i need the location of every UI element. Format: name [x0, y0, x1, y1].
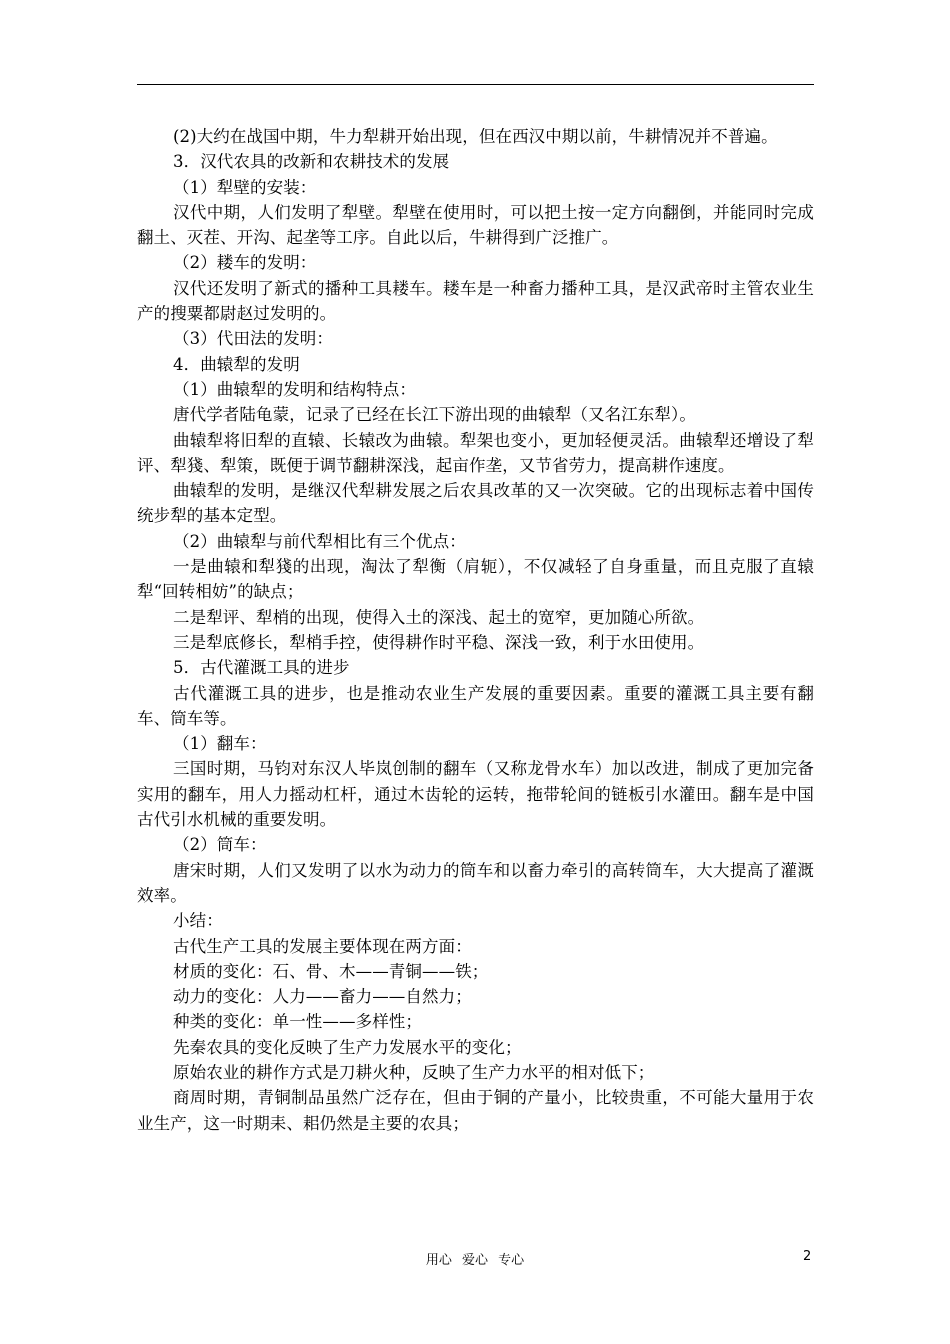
subsection-heading: （2）曲辕犁与前代犁相比有三个优点：: [173, 531, 466, 551]
paragraph: (2)大约在战国中期，牛力犁耕开始出现，但在西汉中期以前，牛耕情况并不普遍。: [173, 127, 778, 146]
footer-slogan: 用心 爱心 专心: [425, 1253, 525, 1268]
subsection-heading: （1）曲辕犁的发明和结构特点：: [173, 379, 416, 399]
section-heading: 3．汉代农具的改新和农耕技术的发展: [173, 152, 450, 172]
header-rule: [137, 84, 814, 85]
paragraph: 唐代学者陆龟蒙，记录了已经在长江下游出现的曲辕犁（又名江东犁）。: [173, 405, 696, 425]
document-body: [137, 124, 814, 1136]
paragraph: 原始农业的耕作方式是刀耕火种，反映了生产力水平的相对低下；: [173, 1062, 655, 1082]
paragraph: 种类的变化：单一性——多样性；: [173, 1012, 422, 1032]
subsection-heading: （2）耧车的发明：: [173, 253, 317, 273]
paragraph: 动力的变化：人力——畜力——自然力；: [173, 987, 472, 1007]
paragraph: 汉代还发明了新式的播种工具耧车。耧车是一种畜力播种工具，是汉武帝时主管农业生产的搜粟都尉赵过发明的。: [137, 278, 814, 324]
paragraph: 古代生产工具的发展主要体现在两方面：: [173, 936, 472, 956]
paragraph: 古代灌溉工具的进步，也是推动农业生产发展的重要因素。重要的灌溉工具主要有翻车、筒车等。: [137, 683, 814, 728]
paragraph: 曲辕犁将旧犁的直辕、长辕改为曲辕。犁架也变小，更加轻便灵活。曲辕犁还增设了犁评、犁㹽、犁策，既便于调节翻耕深浅，起亩作垄，又节省劳力，提高耕作速度。: [137, 430, 814, 475]
subsection-heading: （1）翻车：: [173, 734, 267, 754]
paragraph: 汉代中期，人们发明了犁壁。犁壁在使用时，可以把土按一定方向翻倒，并能同时完成翻土、灭茬、开沟、起垄等工序。自此以后，牛耕得到广泛推广。: [137, 202, 814, 248]
section-heading: 4．曲辕犁的发明: [173, 354, 300, 374]
paragraph: 材质的变化：石、骨、木——青铜——铁；: [173, 961, 489, 981]
paragraph: 三是犁底修长，犁梢手控，使得耕作时平稳、深浅一致，利于水田使用。: [173, 632, 705, 652]
section-heading: 5．古代灌溉工具的进步: [173, 658, 350, 678]
summary-heading: 小结：: [173, 911, 223, 931]
paragraph: 三国时期，马钧对东汉人毕岚创制的翻车（又称龙骨水车）加以改进，制成了更加完备实用的翻车，用人力摇动杠杆，通过木齿轮的运转，拖带轮间的链板引水灌田。翻车是中国古代引水机械的重要发明。: [137, 759, 814, 830]
paragraph: 一是曲辕和犁㹽的出现，淘汰了犁衡（肩轭），不仅减轻了自身重量，而且克服了直辕犁“回转相妨”的缺点；: [137, 557, 814, 602]
subsection-heading: （1）犁壁的安装：: [173, 177, 317, 197]
paragraph: 曲辕犁的发明，是继汉代犁耕发展之后农具改革的又一次突破。它的出现标志着中国传统步犁的基本定型。: [137, 481, 814, 526]
subsection-heading: （2）筒车：: [173, 835, 267, 855]
paragraph: 先秦农具的变化反映了生产力发展水平的变化；: [173, 1037, 522, 1057]
paragraph: 商周时期，青铜制品虽然广泛存在，但由于铜的产量小，比较贵重，不可能大量用于农业生产，这一时期耒、耜仍然是主要的农具；: [137, 1088, 814, 1133]
paragraph: 二是犁评、犁梢的出现，使得入土的深浅、起土的宽窄，更加随心所欲。: [173, 607, 705, 627]
paragraph: 唐宋时期，人们又发明了以水为动力的筒车和以畜力牵引的高转筒车，大大提高了灌溉效率。: [137, 860, 814, 905]
page-number: 2: [803, 1249, 812, 1264]
subsection-heading: （3）代田法的发明：: [173, 329, 333, 349]
